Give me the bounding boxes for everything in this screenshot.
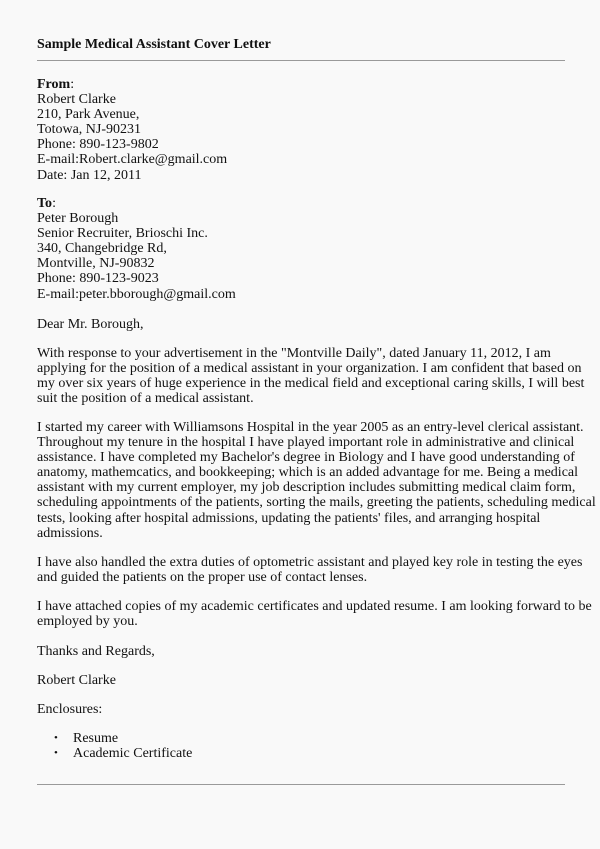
recipient-block: To: Peter Borough Senior Recruiter, Brioschi Inc. 340, Changebridge Rd, Montville, NJ-90832 Phone: 890-123-9023 E-mail:peter.bborough@gmail.com [37,196,236,302]
recipient-line: Senior Recruiter, Brioschi Inc. [37,226,208,242]
paragraph-line: suit the position of a medical assistant. [37,391,254,407]
sender-line: 210, Park Avenue, [37,107,140,123]
sender-line: Robert Clarke [37,92,116,108]
paragraph-line: anatomy, mathemcatics, and bookkeeping; which is an added advantage for me. Being a medical [37,465,579,481]
paragraph-1 [37,346,584,406]
recipient-line: 340, Changebridge Rd, [37,241,167,257]
salutation: Dear Mr. Borough, [37,317,144,332]
paragraph-3 [37,555,582,585]
paragraph-line: admissions. [37,525,103,541]
sender-block: From: Robert Clarke 210, Park Avenue, Totowa, NJ-90231 Phone: 890-123-9802 E-mail:Robert.clarke@gmail.com Date: Jan 12, 2011 [37,77,228,183]
paragraph-line: I have also handled the extra duties of optometric assistant and played key role in testing the eyes [37,555,583,570]
paragraph-line: scheduling appointments of the patients, sorting the mails, greeting the patients, scheduling medical [37,495,596,511]
paragraph-2 [37,420,596,541]
signature: Robert Clarke [37,673,116,688]
page-title: Sample Medical Assistant Cover Letter [37,37,271,52]
enclosure-item: • Academic Certificate [37,746,192,761]
paragraph-line: assistant with my current employer, my job description includes submitting medical claim form, [37,480,576,496]
enclosure-item: • Resume [37,731,192,746]
recipient-line: Peter Borough [37,211,119,227]
paragraph-line: I have attached copies of my academic certificates and updated resume. I am looking forward to be [37,599,592,614]
recipient-line: Montville, NJ-90832 [37,256,155,272]
enclosures-label: Enclosures: [37,702,103,717]
paragraph-line: applying for the position of a medical assistant in your organization. I am confident that based on [37,361,582,377]
paragraph-line: Throughout my tenure in the hospital I have played important role in administrative and clinical [37,435,575,451]
top-divider [37,60,565,61]
recipient-line: E-mail:peter.bborough@gmail.com [37,286,236,302]
paragraph-line: I started my career with Williamsons Hospital in the year 2005 as an entry-level clerical assistant. [37,420,584,435]
paragraph-line: employed by you. [37,614,138,630]
sender-line: Date: Jan 12, 2011 [37,167,142,183]
paragraph-line: With response to your advertisement in the "Montville Daily", dated January 11, 2012, I am [37,346,551,361]
paragraph-line: tests, looking after hospital admissions, updating the patients' files, and arranging hospital [37,510,541,526]
paragraph-4 [37,599,592,629]
recipient-line: Phone: 890-123-9023 [37,271,159,287]
closing: Thanks and Regards, [37,644,155,659]
paragraph-line: assistance. I have completed my Bachelor's degree in Biology and I have good understanding of [37,450,575,466]
to-label: To [37,196,53,211]
sender-line: E-mail:Robert.clarke@gmail.com [37,152,228,168]
sender-line: Totowa, NJ-90231 [37,122,142,138]
sender-line: Phone: 890-123-9802 [37,137,159,153]
paragraph-line: and guided the patients on the proper use of contact lenses. [37,570,368,586]
paragraph-line: my over six years of huge experience in the medical field and exceptional caring skills, I will best [37,376,585,392]
bottom-divider [37,784,565,785]
from-label: From [37,77,71,92]
enclosures-list [37,731,192,761]
